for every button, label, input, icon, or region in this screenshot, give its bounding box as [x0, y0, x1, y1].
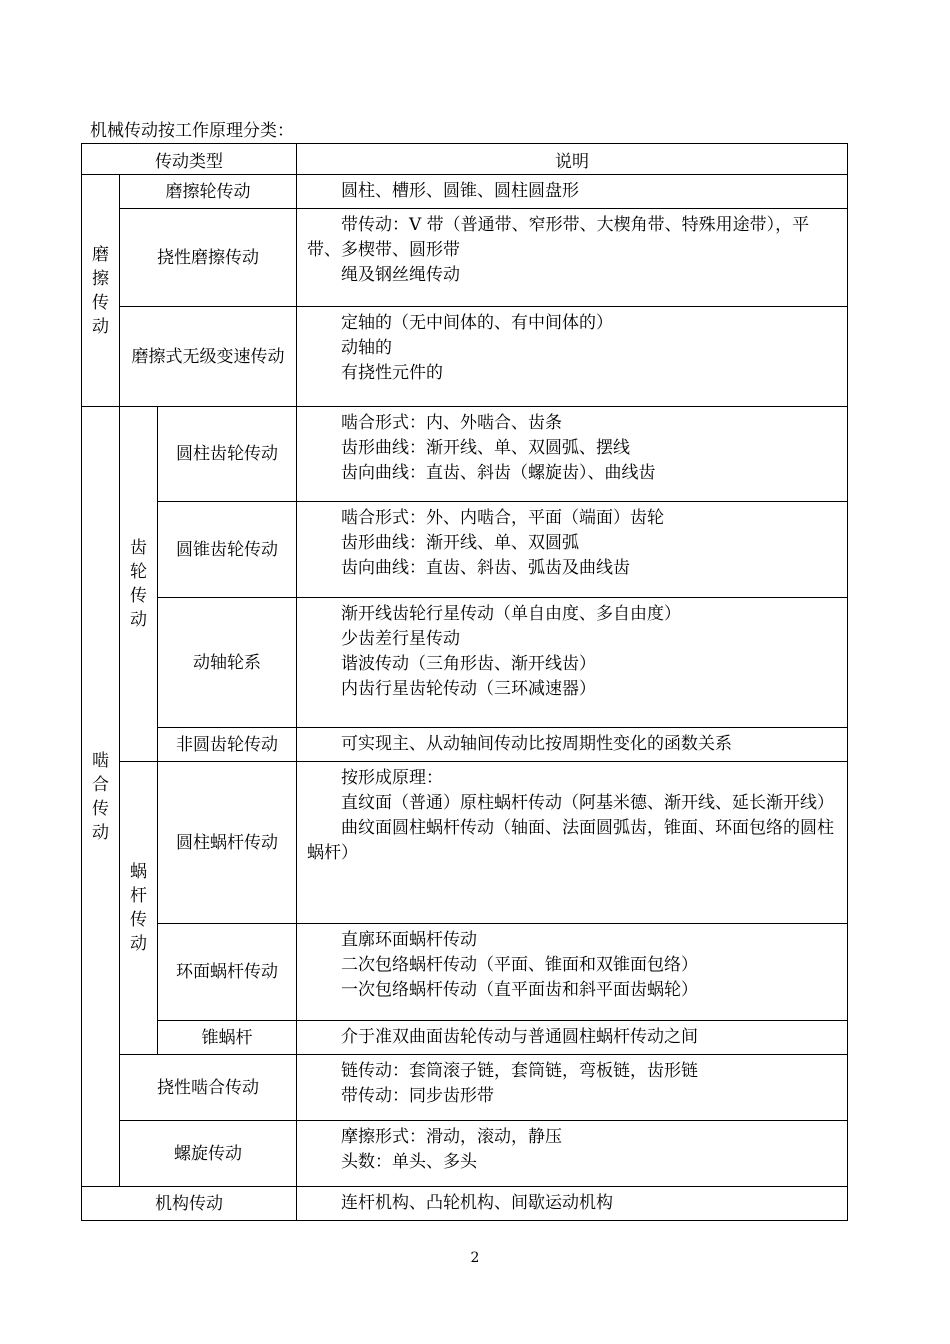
type-planetary-train: 动轴轮系	[158, 598, 297, 728]
desc-enveloping-worm: 直廓环面蜗杆传动 二次包络蜗杆传动（平面、锥面和双锥面包络） 一次包络蜗杆传动（直平面齿和斜平面齿蜗轮）	[297, 924, 848, 1021]
type-friction-wheel: 磨擦轮传动	[120, 175, 297, 209]
type-cylindrical-worm: 圆柱蜗杆传动	[158, 762, 297, 924]
type-cylindrical-gear: 圆柱齿轮传动	[158, 407, 297, 502]
type-noncircular-gear: 非圆齿轮传动	[158, 728, 297, 762]
type-screw-drive: 螺旋传动	[120, 1121, 297, 1187]
desc-spiroid-worm: 介于准双曲面齿轮传动与普通圆柱蜗杆传动之间	[297, 1021, 848, 1055]
desc-flexible-meshing: 链传动：套筒滚子链，套筒链，弯板链，齿形链 带传动：同步齿形带	[297, 1055, 848, 1121]
desc-cylindrical-gear: 啮合形式：内、外啮合、齿条 齿形曲线：渐开线、单、双圆弧、摆线 齿向曲线：直齿、斜齿（螺旋齿）、曲线齿	[297, 407, 848, 502]
type-flexible-meshing: 挠性啮合传动	[120, 1055, 297, 1121]
desc-mechanism: 连杆机构、凸轮机构、间歇运动机构	[297, 1187, 848, 1221]
type-mechanism: 机构传动	[82, 1187, 297, 1221]
header-type: 传动类型	[82, 144, 297, 175]
friction-group-label: 磨 擦 传 动	[82, 175, 120, 407]
desc-friction-cvt: 定轴的（无中间体的、有中间体的） 动轴的 有挠性元件的	[297, 307, 848, 407]
table-caption: 机械传动按工作原理分类：	[90, 121, 294, 141]
desc-planetary-train: 渐开线齿轮行星传动（单自由度、多自由度） 少齿差行星传动 谐波传动（三角形齿、渐开线齿） 内齿行星齿轮传动（三环减速器）	[297, 598, 848, 728]
desc-cylindrical-worm: 按形成原理： 直纹面（普通）原柱蜗杆传动（阿基米德、渐开线、延长渐开线） 曲纹面圆柱蜗杆传动（轴面、法面圆弧齿，锥面、环面包络的圆柱蜗杆）	[297, 762, 848, 924]
desc-noncircular-gear: 可实现主、从动轴间传动比按周期性变化的函数关系	[297, 728, 848, 762]
worm-subgroup-label: 蜗 杆 传 动	[120, 762, 158, 1055]
desc-friction-wheel: 圆柱、槽形、圆锥、圆柱圆盘形	[297, 175, 848, 209]
type-friction-cvt: 磨擦式无级变速传动	[120, 307, 297, 407]
desc-bevel-gear: 啮合形式：外、内啮合，平面（端面）齿轮 齿形曲线：渐开线、单、双圆弧 齿向曲线：直齿、斜齿、弧齿及曲线齿	[297, 502, 848, 598]
type-flexible-friction: 挠性磨擦传动	[120, 209, 297, 307]
desc-screw-drive: 摩擦形式：滑动，滚动，静压 头数：单头、多头	[297, 1121, 848, 1187]
meshing-group-label: 啮 合 传 动	[82, 407, 120, 1187]
type-enveloping-worm: 环面蜗杆传动	[158, 924, 297, 1021]
transmission-classification-table	[81, 143, 848, 1221]
type-bevel-gear: 圆锥齿轮传动	[158, 502, 297, 598]
header-description: 说明	[297, 144, 848, 175]
type-spiroid-worm: 锥蜗杆	[158, 1021, 297, 1055]
page-number: 2	[470, 1250, 480, 1266]
desc-flexible-friction: 带传动：V 带（普通带、窄形带、大楔角带、特殊用途带），平带、多楔带、圆形带 绳及钢丝绳传动	[297, 209, 848, 307]
gear-subgroup-label: 齿 轮 传 动	[120, 407, 158, 762]
